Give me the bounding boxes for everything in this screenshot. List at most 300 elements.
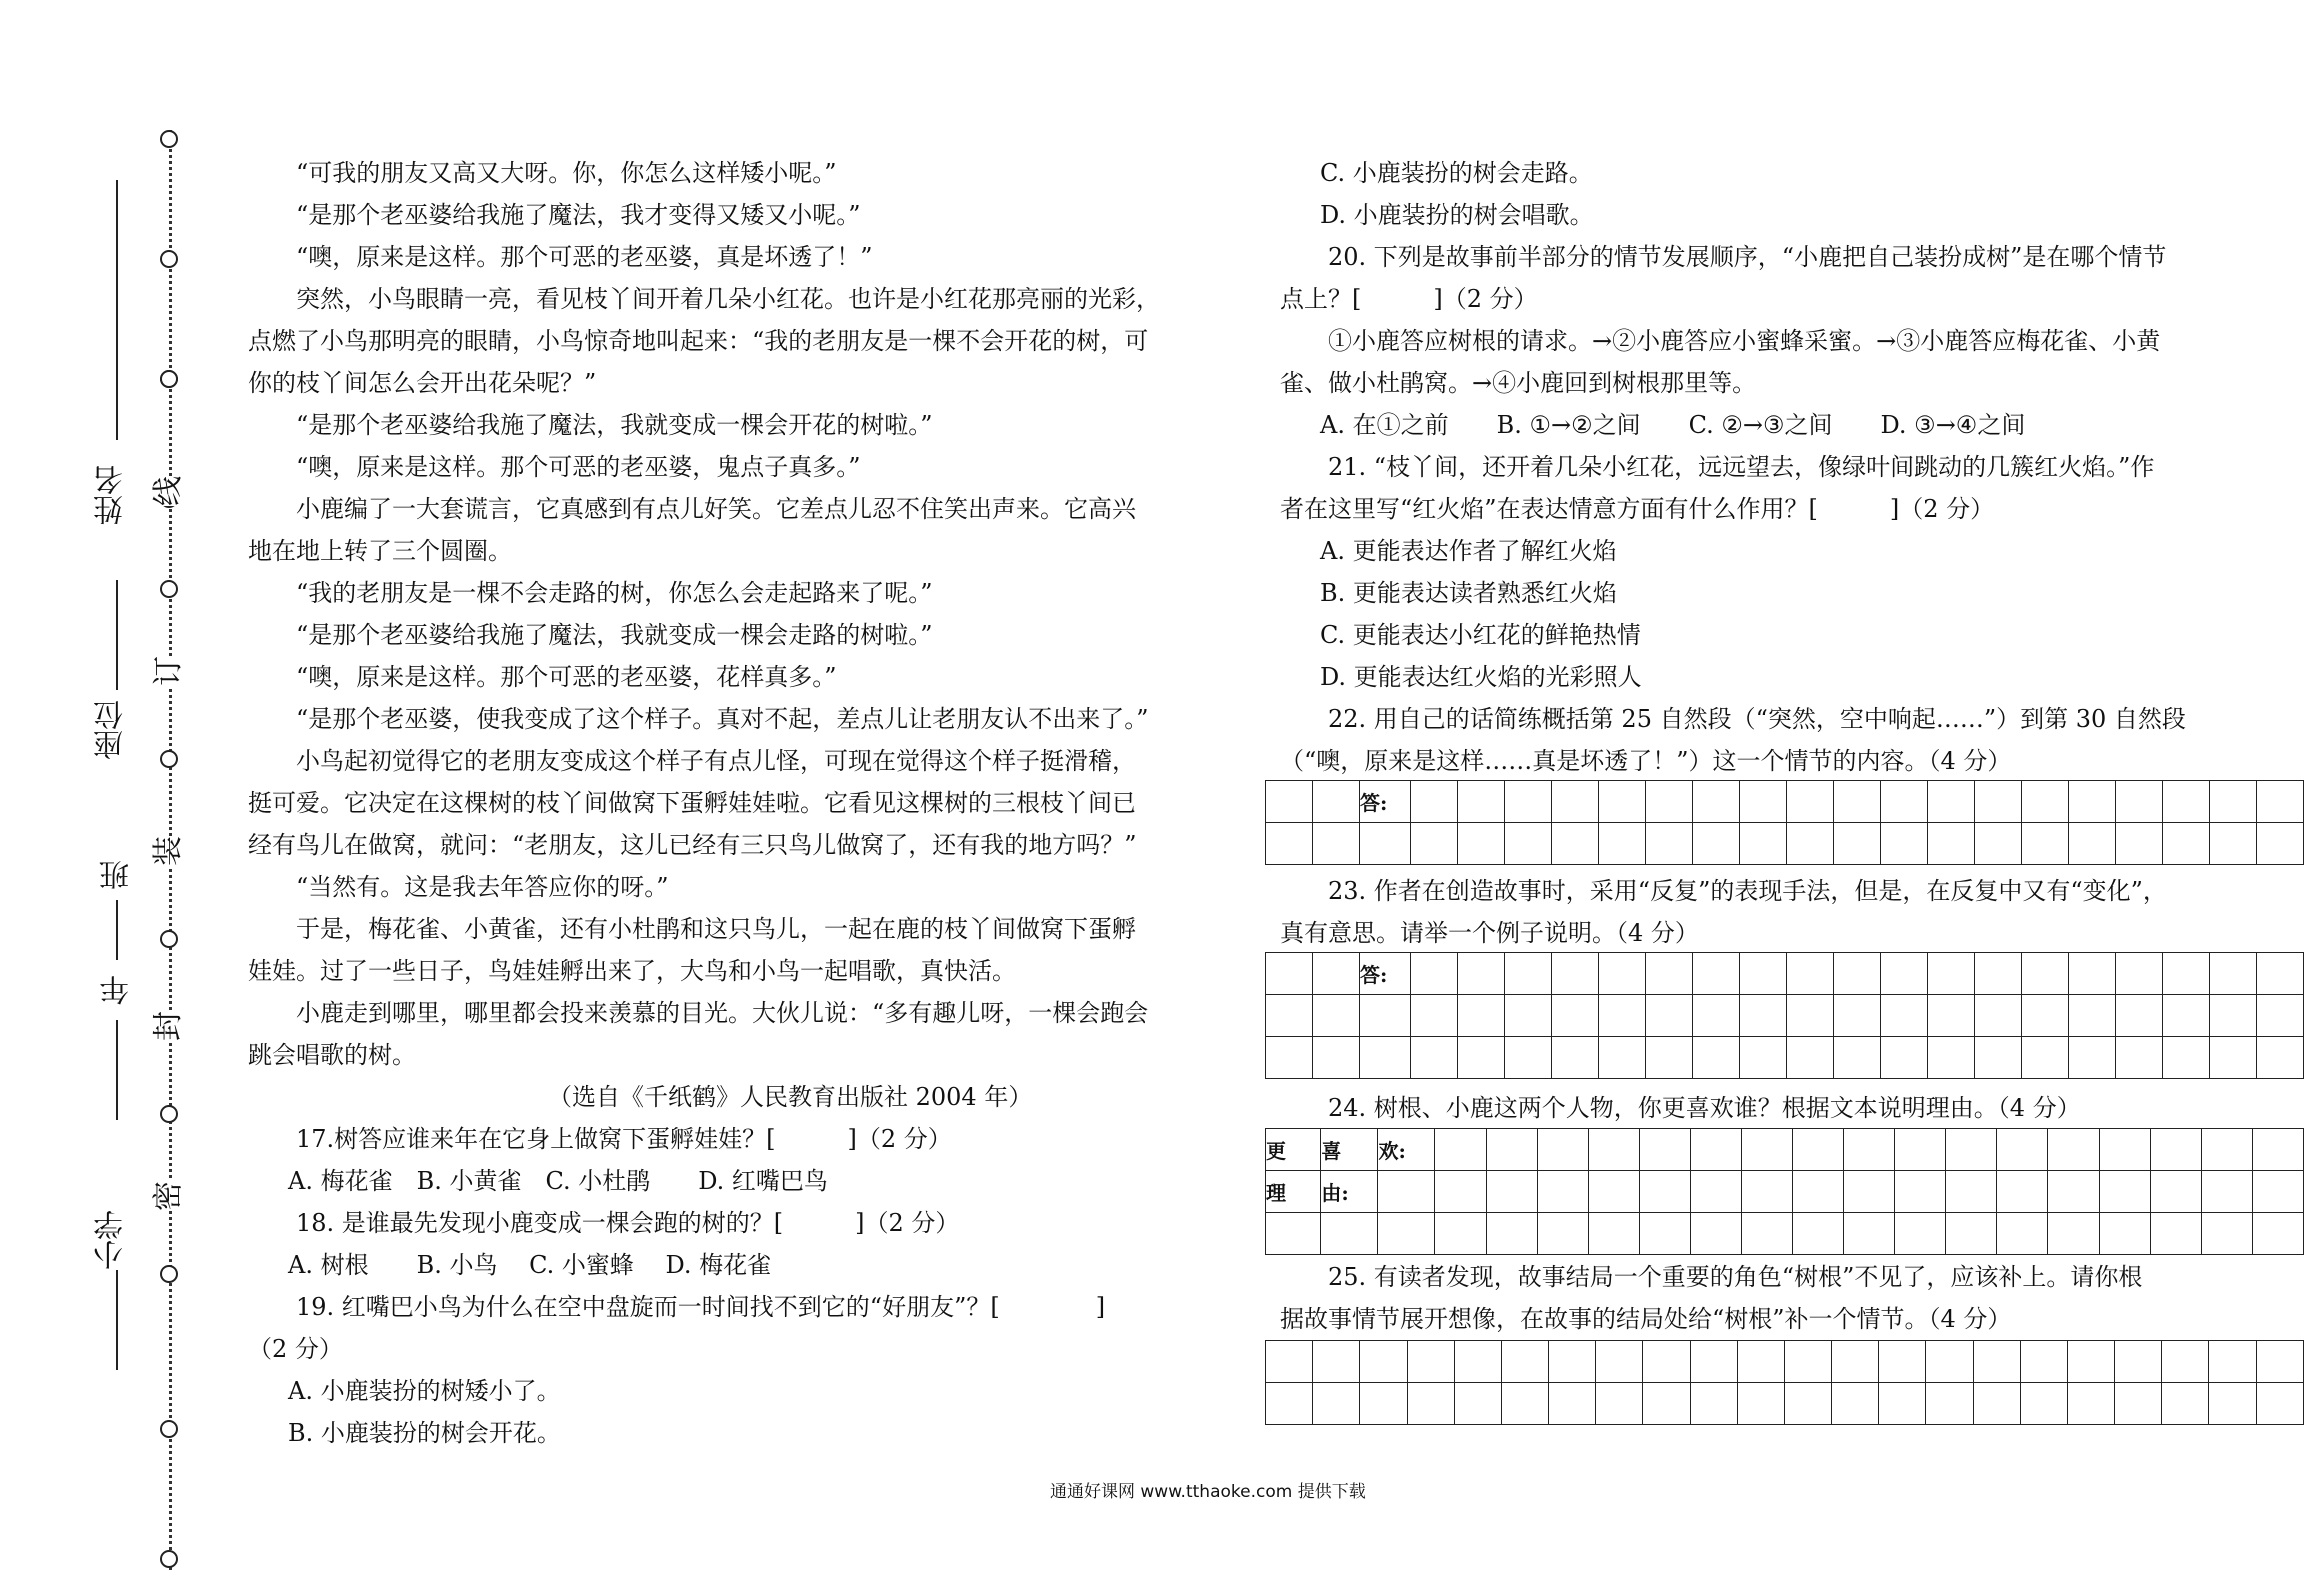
q24-prompt: 24. 树根、小鹿这两个人物，你更喜欢谁？根据文本说明理由。（4 分） bbox=[1328, 1094, 2081, 1122]
grid-row bbox=[1266, 1213, 2304, 1255]
answer-cell[interactable] bbox=[1454, 1383, 1501, 1425]
answer-cell[interactable] bbox=[1928, 823, 1975, 865]
answer-cell[interactable] bbox=[2099, 1129, 2150, 1171]
seal-circle bbox=[160, 1550, 178, 1568]
answer-cell[interactable] bbox=[1646, 823, 1693, 865]
answer-cell[interactable] bbox=[1690, 1171, 1741, 1213]
answer-cell[interactable] bbox=[2020, 1341, 2067, 1383]
answer-cell[interactable] bbox=[2069, 823, 2116, 865]
answer-cell[interactable] bbox=[2256, 953, 2303, 995]
answer-cell[interactable] bbox=[1639, 1171, 1690, 1213]
answer-cell[interactable] bbox=[1787, 823, 1834, 865]
answer-cell[interactable] bbox=[1787, 995, 1834, 1037]
answer-cell[interactable] bbox=[1834, 823, 1881, 865]
answer-cell[interactable] bbox=[1378, 1213, 1435, 1255]
answer-cell[interactable] bbox=[1975, 1037, 2022, 1079]
answer-cell[interactable] bbox=[1643, 1341, 1690, 1383]
answer-cell[interactable] bbox=[1975, 823, 2022, 865]
q25-text bbox=[1280, 1256, 2230, 1340]
answer-cell[interactable] bbox=[1928, 781, 1975, 823]
answer-cell[interactable] bbox=[1378, 1171, 1435, 1213]
answer-cell[interactable] bbox=[1832, 1383, 1879, 1425]
answer-cell[interactable] bbox=[1879, 1341, 1926, 1383]
answer-cell[interactable] bbox=[1360, 1383, 1407, 1425]
answer-cell[interactable] bbox=[1360, 1341, 1407, 1383]
answer-cell[interactable] bbox=[1312, 823, 1359, 865]
answer-cell[interactable] bbox=[1690, 1213, 1741, 1255]
answer-cell[interactable] bbox=[2252, 1213, 2303, 1255]
answer-cell[interactable] bbox=[1784, 1383, 1831, 1425]
grid-row bbox=[1266, 1129, 2304, 1171]
answer-cell[interactable] bbox=[1599, 1037, 1646, 1079]
answer-cell[interactable] bbox=[2256, 823, 2303, 865]
q23-answer-grid[interactable] bbox=[1265, 952, 2304, 1079]
text-line: 小鸟起初觉得它的老朋友变成这个样子有点儿怪，可现在觉得这个样子挺滑稽， bbox=[296, 747, 1136, 775]
answer-cell[interactable] bbox=[1486, 1213, 1537, 1255]
answer-cell[interactable] bbox=[2256, 1037, 2303, 1079]
text-line: 据故事情节展开想像，在故事的结局处给“树根”补一个情节。（4 分） bbox=[1280, 1305, 2012, 1333]
answer-cell[interactable] bbox=[1834, 953, 1881, 995]
seat-blank bbox=[116, 580, 118, 690]
answer-cell[interactable] bbox=[1411, 823, 1458, 865]
answer-cell[interactable] bbox=[1435, 1171, 1486, 1213]
answer-cell[interactable] bbox=[1693, 953, 1740, 995]
text-line: （选自《千纸鹤》人民教育出版社 2004 年） bbox=[548, 1083, 1033, 1111]
text-line: “我的老朋友是一棵不会走路的树，你怎么会走起路来了呢。” bbox=[296, 579, 933, 607]
seal-circle bbox=[160, 1265, 178, 1283]
answer-cell[interactable] bbox=[1928, 995, 1975, 1037]
answer-cell[interactable] bbox=[2022, 823, 2069, 865]
answer-cell[interactable] bbox=[2163, 781, 2210, 823]
answer-cell[interactable] bbox=[1537, 1129, 1588, 1171]
seal-char: 封 bbox=[151, 1011, 186, 1041]
grid-row bbox=[1266, 953, 2304, 995]
q22-answer-grid[interactable] bbox=[1265, 780, 2304, 865]
answer-cell[interactable] bbox=[1599, 995, 1646, 1037]
text-line: “可我的朋友又高又大呀。你，你怎么这样矮小呢。” bbox=[296, 159, 837, 187]
answer-cell[interactable] bbox=[1596, 1383, 1643, 1425]
answer-cell[interactable] bbox=[1832, 1341, 1879, 1383]
answer-cell[interactable] bbox=[2115, 1383, 2162, 1425]
grid-label: 答: bbox=[1359, 781, 1410, 823]
text-line: 18. 是谁最先发现小鹿变成一棵会跑的树的？[ ]（2 分） bbox=[296, 1209, 960, 1237]
answer-cell[interactable] bbox=[2067, 1341, 2114, 1383]
answer-cell[interactable] bbox=[2116, 995, 2163, 1037]
answer-cell[interactable] bbox=[2069, 995, 2116, 1037]
text-line: 你的枝丫间怎么会开出花朵呢？” bbox=[248, 369, 597, 397]
answer-cell[interactable] bbox=[1740, 1037, 1787, 1079]
answer-cell[interactable] bbox=[2256, 1341, 2303, 1383]
answer-cell[interactable] bbox=[1881, 823, 1928, 865]
answer-cell[interactable] bbox=[1411, 1037, 1458, 1079]
answer-cell[interactable] bbox=[2210, 823, 2257, 865]
text-line: C. 更能表达小红花的鲜艳热情 bbox=[1320, 621, 1641, 649]
answer-cell[interactable] bbox=[2150, 1171, 2201, 1213]
text-line: “噢，原来是这样。那个可恶的老巫婆，真是坏透了！” bbox=[296, 243, 873, 271]
answer-cell[interactable] bbox=[2210, 1037, 2257, 1079]
answer-cell[interactable] bbox=[1690, 1383, 1737, 1425]
answer-cell[interactable] bbox=[1552, 953, 1599, 995]
grade-blank bbox=[116, 1020, 118, 1120]
text-line: “是那个老巫婆给我施了魔法，我就变成一棵会开花的树啦。” bbox=[296, 411, 933, 439]
answer-cell[interactable] bbox=[1793, 1213, 1844, 1255]
text-line: 挺可爱。它决定在这棵树的枝丫间做窝下蛋孵娃娃啦。它看见这棵树的三根枝丫间已 bbox=[248, 789, 1136, 817]
seal-char: 订 bbox=[151, 656, 186, 686]
grid-label: 理 bbox=[1266, 1171, 1321, 1213]
answer-cell[interactable] bbox=[2099, 1171, 2150, 1213]
answer-cell[interactable] bbox=[1784, 1341, 1831, 1383]
answer-cell[interactable] bbox=[1639, 1129, 1690, 1171]
text-line: “是那个老巫婆给我施了魔法，我就变成一棵会走路的树啦。” bbox=[296, 621, 933, 649]
answer-cell[interactable] bbox=[1946, 1213, 1997, 1255]
answer-cell[interactable] bbox=[1313, 1383, 1360, 1425]
text-line: D. 更能表达红火焰的光彩照人 bbox=[1320, 663, 1642, 691]
text-line: 跳会唱歌的树。 bbox=[248, 1041, 416, 1069]
text-line: A. 树根 B. 小鸟 C. 小蜜蜂 D. 梅花雀 bbox=[288, 1251, 772, 1279]
grid-row bbox=[1266, 1341, 2304, 1383]
school-blank bbox=[116, 1270, 118, 1370]
grade-label: 年 bbox=[100, 975, 135, 1005]
answer-cell[interactable] bbox=[1312, 781, 1359, 823]
answer-cell[interactable] bbox=[1693, 1037, 1740, 1079]
answer-cell[interactable] bbox=[2022, 781, 2069, 823]
q24-text bbox=[1280, 1087, 2230, 1129]
answer-cell[interactable] bbox=[2022, 995, 2069, 1037]
answer-cell[interactable] bbox=[1737, 1341, 1784, 1383]
answer-cell[interactable] bbox=[1787, 1037, 1834, 1079]
answer-cell[interactable] bbox=[1928, 1037, 1975, 1079]
seal-char: 线 bbox=[151, 476, 186, 506]
answer-cell[interactable] bbox=[2163, 1037, 2210, 1079]
answer-cell[interactable] bbox=[1266, 781, 1313, 823]
answer-cell[interactable] bbox=[1266, 953, 1313, 995]
text-line: “当然有。这是我去年答应你的呀。” bbox=[296, 873, 669, 901]
answer-cell[interactable] bbox=[1834, 1037, 1881, 1079]
answer-cell[interactable] bbox=[2116, 781, 2163, 823]
text-line: 19. 红嘴巴小鸟为什么在空中盘旋而一时间找不到它的“好朋友”？[ ] bbox=[296, 1293, 1106, 1321]
answer-cell[interactable] bbox=[1693, 781, 1740, 823]
answer-cell[interactable] bbox=[1787, 781, 1834, 823]
answer-cell[interactable] bbox=[2209, 1341, 2256, 1383]
text-line: 小鹿编了一大套谎言，它真感到有点儿好笑。它差点儿忍不住笑出声来。它高兴 bbox=[296, 495, 1136, 523]
seal-char: 密 bbox=[151, 1181, 186, 1211]
answer-cell[interactable] bbox=[1946, 1171, 1997, 1213]
answer-cell[interactable] bbox=[1552, 995, 1599, 1037]
answer-cell[interactable] bbox=[1313, 1341, 1360, 1383]
answer-cell[interactable] bbox=[1588, 1129, 1639, 1171]
grid-label: 答: bbox=[1359, 953, 1410, 995]
answer-cell[interactable] bbox=[1552, 781, 1599, 823]
grid-row bbox=[1266, 823, 2304, 865]
q25-answer-grid[interactable] bbox=[1265, 1340, 2304, 1425]
answer-cell[interactable] bbox=[1588, 1213, 1639, 1255]
answer-cell[interactable] bbox=[1740, 953, 1787, 995]
answer-cell[interactable] bbox=[2256, 995, 2303, 1037]
text-line: 经有鸟儿在做窝，就问：“老朋友，这儿已经有三只鸟儿做窝了，还有我的地方吗？” bbox=[248, 831, 1137, 859]
grid-label: 喜 bbox=[1321, 1129, 1378, 1171]
grid-label: 更 bbox=[1266, 1129, 1321, 1171]
answer-cell[interactable] bbox=[1588, 1171, 1639, 1213]
answer-cell[interactable] bbox=[1435, 1213, 1486, 1255]
answer-cell[interactable] bbox=[1975, 995, 2022, 1037]
answer-cell[interactable] bbox=[2252, 1171, 2303, 1213]
class-blank bbox=[116, 900, 118, 960]
answer-cell[interactable] bbox=[2209, 1383, 2256, 1425]
answer-cell[interactable] bbox=[1505, 781, 1552, 823]
answer-cell[interactable] bbox=[1505, 1037, 1552, 1079]
answer-cell[interactable] bbox=[2162, 1341, 2209, 1383]
grid-label: 由: bbox=[1321, 1171, 1378, 1213]
answer-cell[interactable] bbox=[1549, 1341, 1596, 1383]
text-line: A. 小鹿装扮的树矮小了。 bbox=[288, 1377, 561, 1405]
answer-cell[interactable] bbox=[1646, 1037, 1693, 1079]
answer-cell[interactable] bbox=[1834, 995, 1881, 1037]
answer-cell[interactable] bbox=[1599, 953, 1646, 995]
text-line: ①小鹿答应树根的请求。→②小鹿答应小蜜蜂采蜜。→③小鹿答应梅花雀、小黄 bbox=[1328, 327, 2161, 355]
answer-cell[interactable] bbox=[1834, 781, 1881, 823]
text-line: D. 小鹿装扮的树会唱歌。 bbox=[1320, 201, 1594, 229]
answer-cell[interactable] bbox=[2252, 1129, 2303, 1171]
answer-cell[interactable] bbox=[1486, 1129, 1537, 1171]
name-label: 姓名 bbox=[94, 465, 129, 525]
grid-row bbox=[1266, 1037, 2304, 1079]
answer-cell[interactable] bbox=[1599, 781, 1646, 823]
left-column bbox=[248, 152, 1188, 1454]
text-line: “是那个老巫婆给我施了魔法，我才变得又矮又小呢。” bbox=[296, 201, 861, 229]
answer-cell[interactable] bbox=[1501, 1383, 1548, 1425]
answer-cell[interactable] bbox=[1928, 953, 1975, 995]
answer-cell[interactable] bbox=[1926, 1383, 1973, 1425]
text-line: B. 更能表达读者熟悉红火焰 bbox=[1320, 579, 1617, 607]
seal-circle bbox=[160, 1420, 178, 1438]
answer-cell[interactable] bbox=[2201, 1213, 2252, 1255]
answer-cell[interactable] bbox=[1740, 823, 1787, 865]
footer-source: 通通好课网 www.tthaoke.com 提供下载 bbox=[1050, 1482, 1366, 1502]
answer-cell[interactable] bbox=[2048, 1171, 2099, 1213]
seal-circle bbox=[160, 1105, 178, 1123]
answer-cell[interactable] bbox=[2256, 781, 2303, 823]
answer-cell[interactable] bbox=[1552, 1037, 1599, 1079]
text-line: B. 小鹿装扮的树会开花。 bbox=[288, 1419, 561, 1447]
answer-cell[interactable] bbox=[1407, 1341, 1454, 1383]
answer-cell[interactable] bbox=[2116, 823, 2163, 865]
answer-cell[interactable] bbox=[1359, 823, 1410, 865]
answer-cell[interactable] bbox=[1599, 823, 1646, 865]
answer-cell[interactable] bbox=[1505, 953, 1552, 995]
answer-cell[interactable] bbox=[1690, 1341, 1737, 1383]
answer-cell[interactable] bbox=[2210, 953, 2257, 995]
answer-cell[interactable] bbox=[1312, 995, 1359, 1037]
answer-cell[interactable] bbox=[2150, 1213, 2201, 1255]
answer-cell[interactable] bbox=[1646, 781, 1693, 823]
answer-cell[interactable] bbox=[1411, 781, 1458, 823]
seal-circle bbox=[160, 370, 178, 388]
answer-cell[interactable] bbox=[1946, 1129, 1997, 1171]
answer-cell[interactable] bbox=[1741, 1171, 1792, 1213]
answer-cell[interactable] bbox=[2022, 1037, 2069, 1079]
grid-row bbox=[1266, 1171, 2304, 1213]
answer-cell[interactable] bbox=[1793, 1171, 1844, 1213]
seal-circle bbox=[160, 250, 178, 268]
answer-cell[interactable] bbox=[1997, 1213, 2048, 1255]
answer-cell[interactable] bbox=[1537, 1213, 1588, 1255]
answer-cell[interactable] bbox=[1895, 1171, 1946, 1213]
answer-cell[interactable] bbox=[1646, 995, 1693, 1037]
answer-cell[interactable] bbox=[1844, 1213, 1895, 1255]
answer-cell[interactable] bbox=[1643, 1383, 1690, 1425]
answer-cell[interactable] bbox=[1435, 1129, 1486, 1171]
answer-cell[interactable] bbox=[1266, 1383, 1313, 1425]
answer-cell[interactable] bbox=[1266, 823, 1313, 865]
answer-cell[interactable] bbox=[2210, 995, 2257, 1037]
answer-cell[interactable] bbox=[2048, 1129, 2099, 1171]
answer-cell[interactable] bbox=[2163, 995, 2210, 1037]
answer-cell[interactable] bbox=[2210, 781, 2257, 823]
answer-cell[interactable] bbox=[2201, 1129, 2252, 1171]
text-line: A. 更能表达作者了解红火焰 bbox=[1320, 537, 1617, 565]
answer-cell[interactable] bbox=[1505, 995, 1552, 1037]
answer-cell[interactable] bbox=[1997, 1129, 2048, 1171]
name-blank bbox=[116, 180, 118, 440]
answer-cell[interactable] bbox=[1646, 953, 1693, 995]
grid-label: 欢: bbox=[1378, 1129, 1435, 1171]
seal-char: 装 bbox=[151, 836, 186, 866]
answer-cell[interactable] bbox=[1690, 1129, 1741, 1171]
answer-cell[interactable] bbox=[2069, 1037, 2116, 1079]
seal-circle bbox=[160, 930, 178, 948]
answer-cell[interactable] bbox=[1639, 1213, 1690, 1255]
answer-cell[interactable] bbox=[1895, 1213, 1946, 1255]
answer-cell[interactable] bbox=[1458, 1037, 1505, 1079]
answer-cell[interactable] bbox=[1881, 995, 1928, 1037]
text-line: 23. 作者在创造故事时，采用“反复”的表现手法，但是，在反复中又有“变化”， bbox=[1328, 877, 2167, 905]
answer-cell[interactable] bbox=[1975, 781, 2022, 823]
answer-cell[interactable] bbox=[1741, 1129, 1792, 1171]
answer-cell[interactable] bbox=[1266, 1341, 1313, 1383]
q23-text bbox=[1280, 870, 2230, 954]
text-line: 21. “枝丫间，还开着几朵小红花，远远望去，像绿叶间跳动的几簇红火焰。”作 bbox=[1328, 453, 2155, 481]
answer-cell[interactable] bbox=[1505, 823, 1552, 865]
text-line: 真有意思。请举一个例子说明。（4 分） bbox=[1280, 919, 1699, 947]
text-line: “噢，原来是这样。那个可恶的老巫婆，花样真多。” bbox=[296, 663, 837, 691]
answer-cell[interactable] bbox=[1895, 1129, 1946, 1171]
answer-cell[interactable] bbox=[2048, 1213, 2099, 1255]
answer-cell[interactable] bbox=[1411, 995, 1458, 1037]
text-line: 于是，梅花雀、小黄雀，还有小杜鹃和这只鸟儿，一起在鹿的枝丫间做窝下蛋孵 bbox=[296, 915, 1136, 943]
answer-cell[interactable] bbox=[2163, 823, 2210, 865]
answer-cell[interactable] bbox=[1740, 995, 1787, 1037]
class-label: 班 bbox=[100, 860, 135, 890]
answer-cell[interactable] bbox=[1359, 995, 1410, 1037]
text-line: 雀、做小杜鹃窝。→④小鹿回到树根那里等。 bbox=[1280, 369, 1757, 397]
answer-cell[interactable] bbox=[1501, 1341, 1548, 1383]
q24-answer-grid[interactable] bbox=[1265, 1128, 2304, 1255]
answer-cell[interactable] bbox=[1266, 1213, 1321, 1255]
seal-line bbox=[151, 130, 186, 1570]
answer-cell[interactable] bbox=[2201, 1171, 2252, 1213]
text-line: 25. 有读者发现，故事结局一个重要的角色“树根”不见了，应该补上。请你根 bbox=[1328, 1263, 2143, 1291]
answer-cell[interactable] bbox=[2099, 1213, 2150, 1255]
answer-cell[interactable] bbox=[1312, 953, 1359, 995]
seal-circle bbox=[160, 130, 178, 148]
answer-cell[interactable] bbox=[1973, 1383, 2020, 1425]
answer-cell[interactable] bbox=[2116, 1037, 2163, 1079]
answer-cell[interactable] bbox=[1458, 823, 1505, 865]
answer-cell[interactable] bbox=[2162, 1383, 2209, 1425]
answer-cell[interactable] bbox=[1411, 953, 1458, 995]
answer-cell[interactable] bbox=[1787, 953, 1834, 995]
text-line: 17.树答应谁来年在它身上做窝下蛋孵娃娃？[ ]（2 分） bbox=[296, 1125, 952, 1153]
answer-cell[interactable] bbox=[1312, 1037, 1359, 1079]
answer-cell[interactable] bbox=[1537, 1171, 1588, 1213]
answer-cell[interactable] bbox=[1973, 1341, 2020, 1383]
answer-cell[interactable] bbox=[1997, 1171, 2048, 1213]
answer-cell[interactable] bbox=[1881, 781, 1928, 823]
answer-cell[interactable] bbox=[1879, 1383, 1926, 1425]
answer-cell[interactable] bbox=[1926, 1341, 1973, 1383]
text-line: 地在地上转了三个圆圈。 bbox=[248, 537, 512, 565]
answer-cell[interactable] bbox=[1975, 953, 2022, 995]
answer-cell[interactable] bbox=[1321, 1213, 1378, 1255]
text-line: 22. 用自己的话简练概括第 25 自然段（“突然，空中响起……”）到第 30 自然段 bbox=[1328, 705, 2186, 733]
text-line: 突然，小鸟眼睛一亮，看见枝丫间开着几朵小红花。也许是小红花那亮丽的光彩， bbox=[296, 285, 1160, 313]
answer-cell[interactable] bbox=[2256, 1383, 2303, 1425]
grid-row bbox=[1266, 781, 2304, 823]
answer-cell[interactable] bbox=[1740, 781, 1787, 823]
text-line: A. 梅花雀 B. 小黄雀 C. 小杜鹃 D. 红嘴巴鸟 bbox=[288, 1167, 828, 1195]
answer-cell[interactable] bbox=[1486, 1171, 1537, 1213]
answer-cell[interactable] bbox=[1454, 1341, 1501, 1383]
answer-cell[interactable] bbox=[1266, 1037, 1313, 1079]
answer-cell[interactable] bbox=[2115, 1341, 2162, 1383]
answer-cell[interactable] bbox=[1844, 1171, 1895, 1213]
answer-cell[interactable] bbox=[1549, 1383, 1596, 1425]
answer-cell[interactable] bbox=[1359, 1037, 1410, 1079]
text-line: 娃娃。过了一些日子，鸟娃娃孵出来了，大鸟和小鸟一起唱歌，真快活。 bbox=[248, 957, 1016, 985]
answer-cell[interactable] bbox=[1458, 953, 1505, 995]
school-label: 小学 bbox=[94, 1210, 129, 1270]
answer-cell[interactable] bbox=[1407, 1383, 1454, 1425]
answer-cell[interactable] bbox=[1552, 823, 1599, 865]
answer-cell[interactable] bbox=[2069, 781, 2116, 823]
answer-cell[interactable] bbox=[2116, 953, 2163, 995]
answer-cell[interactable] bbox=[1458, 781, 1505, 823]
grid-row bbox=[1266, 1383, 2304, 1425]
answer-cell[interactable] bbox=[1596, 1341, 1643, 1383]
answer-cell[interactable] bbox=[1266, 995, 1313, 1037]
text-line: （2 分） bbox=[248, 1335, 343, 1363]
answer-cell[interactable] bbox=[1881, 953, 1928, 995]
answer-cell[interactable] bbox=[2163, 953, 2210, 995]
answer-cell[interactable] bbox=[2069, 953, 2116, 995]
answer-cell[interactable] bbox=[1693, 823, 1740, 865]
answer-cell[interactable] bbox=[1693, 995, 1740, 1037]
answer-cell[interactable] bbox=[1741, 1213, 1792, 1255]
answer-cell[interactable] bbox=[1881, 1037, 1928, 1079]
answer-cell[interactable] bbox=[1458, 995, 1505, 1037]
text-line: C. 小鹿装扮的树会走路。 bbox=[1320, 159, 1593, 187]
seal-circle bbox=[160, 580, 178, 598]
seat-label: 座位 bbox=[94, 700, 129, 760]
answer-cell[interactable] bbox=[2020, 1383, 2067, 1425]
answer-cell[interactable] bbox=[1737, 1383, 1784, 1425]
answer-cell[interactable] bbox=[1793, 1129, 1844, 1171]
text-line: 20. 下列是故事前半部分的情节发展顺序，“小鹿把自己装扮成树”是在哪个情节 bbox=[1328, 243, 2167, 271]
answer-cell[interactable] bbox=[2022, 953, 2069, 995]
answer-cell[interactable] bbox=[1844, 1129, 1895, 1171]
answer-cell[interactable] bbox=[2067, 1383, 2114, 1425]
answer-cell[interactable] bbox=[2150, 1129, 2201, 1171]
